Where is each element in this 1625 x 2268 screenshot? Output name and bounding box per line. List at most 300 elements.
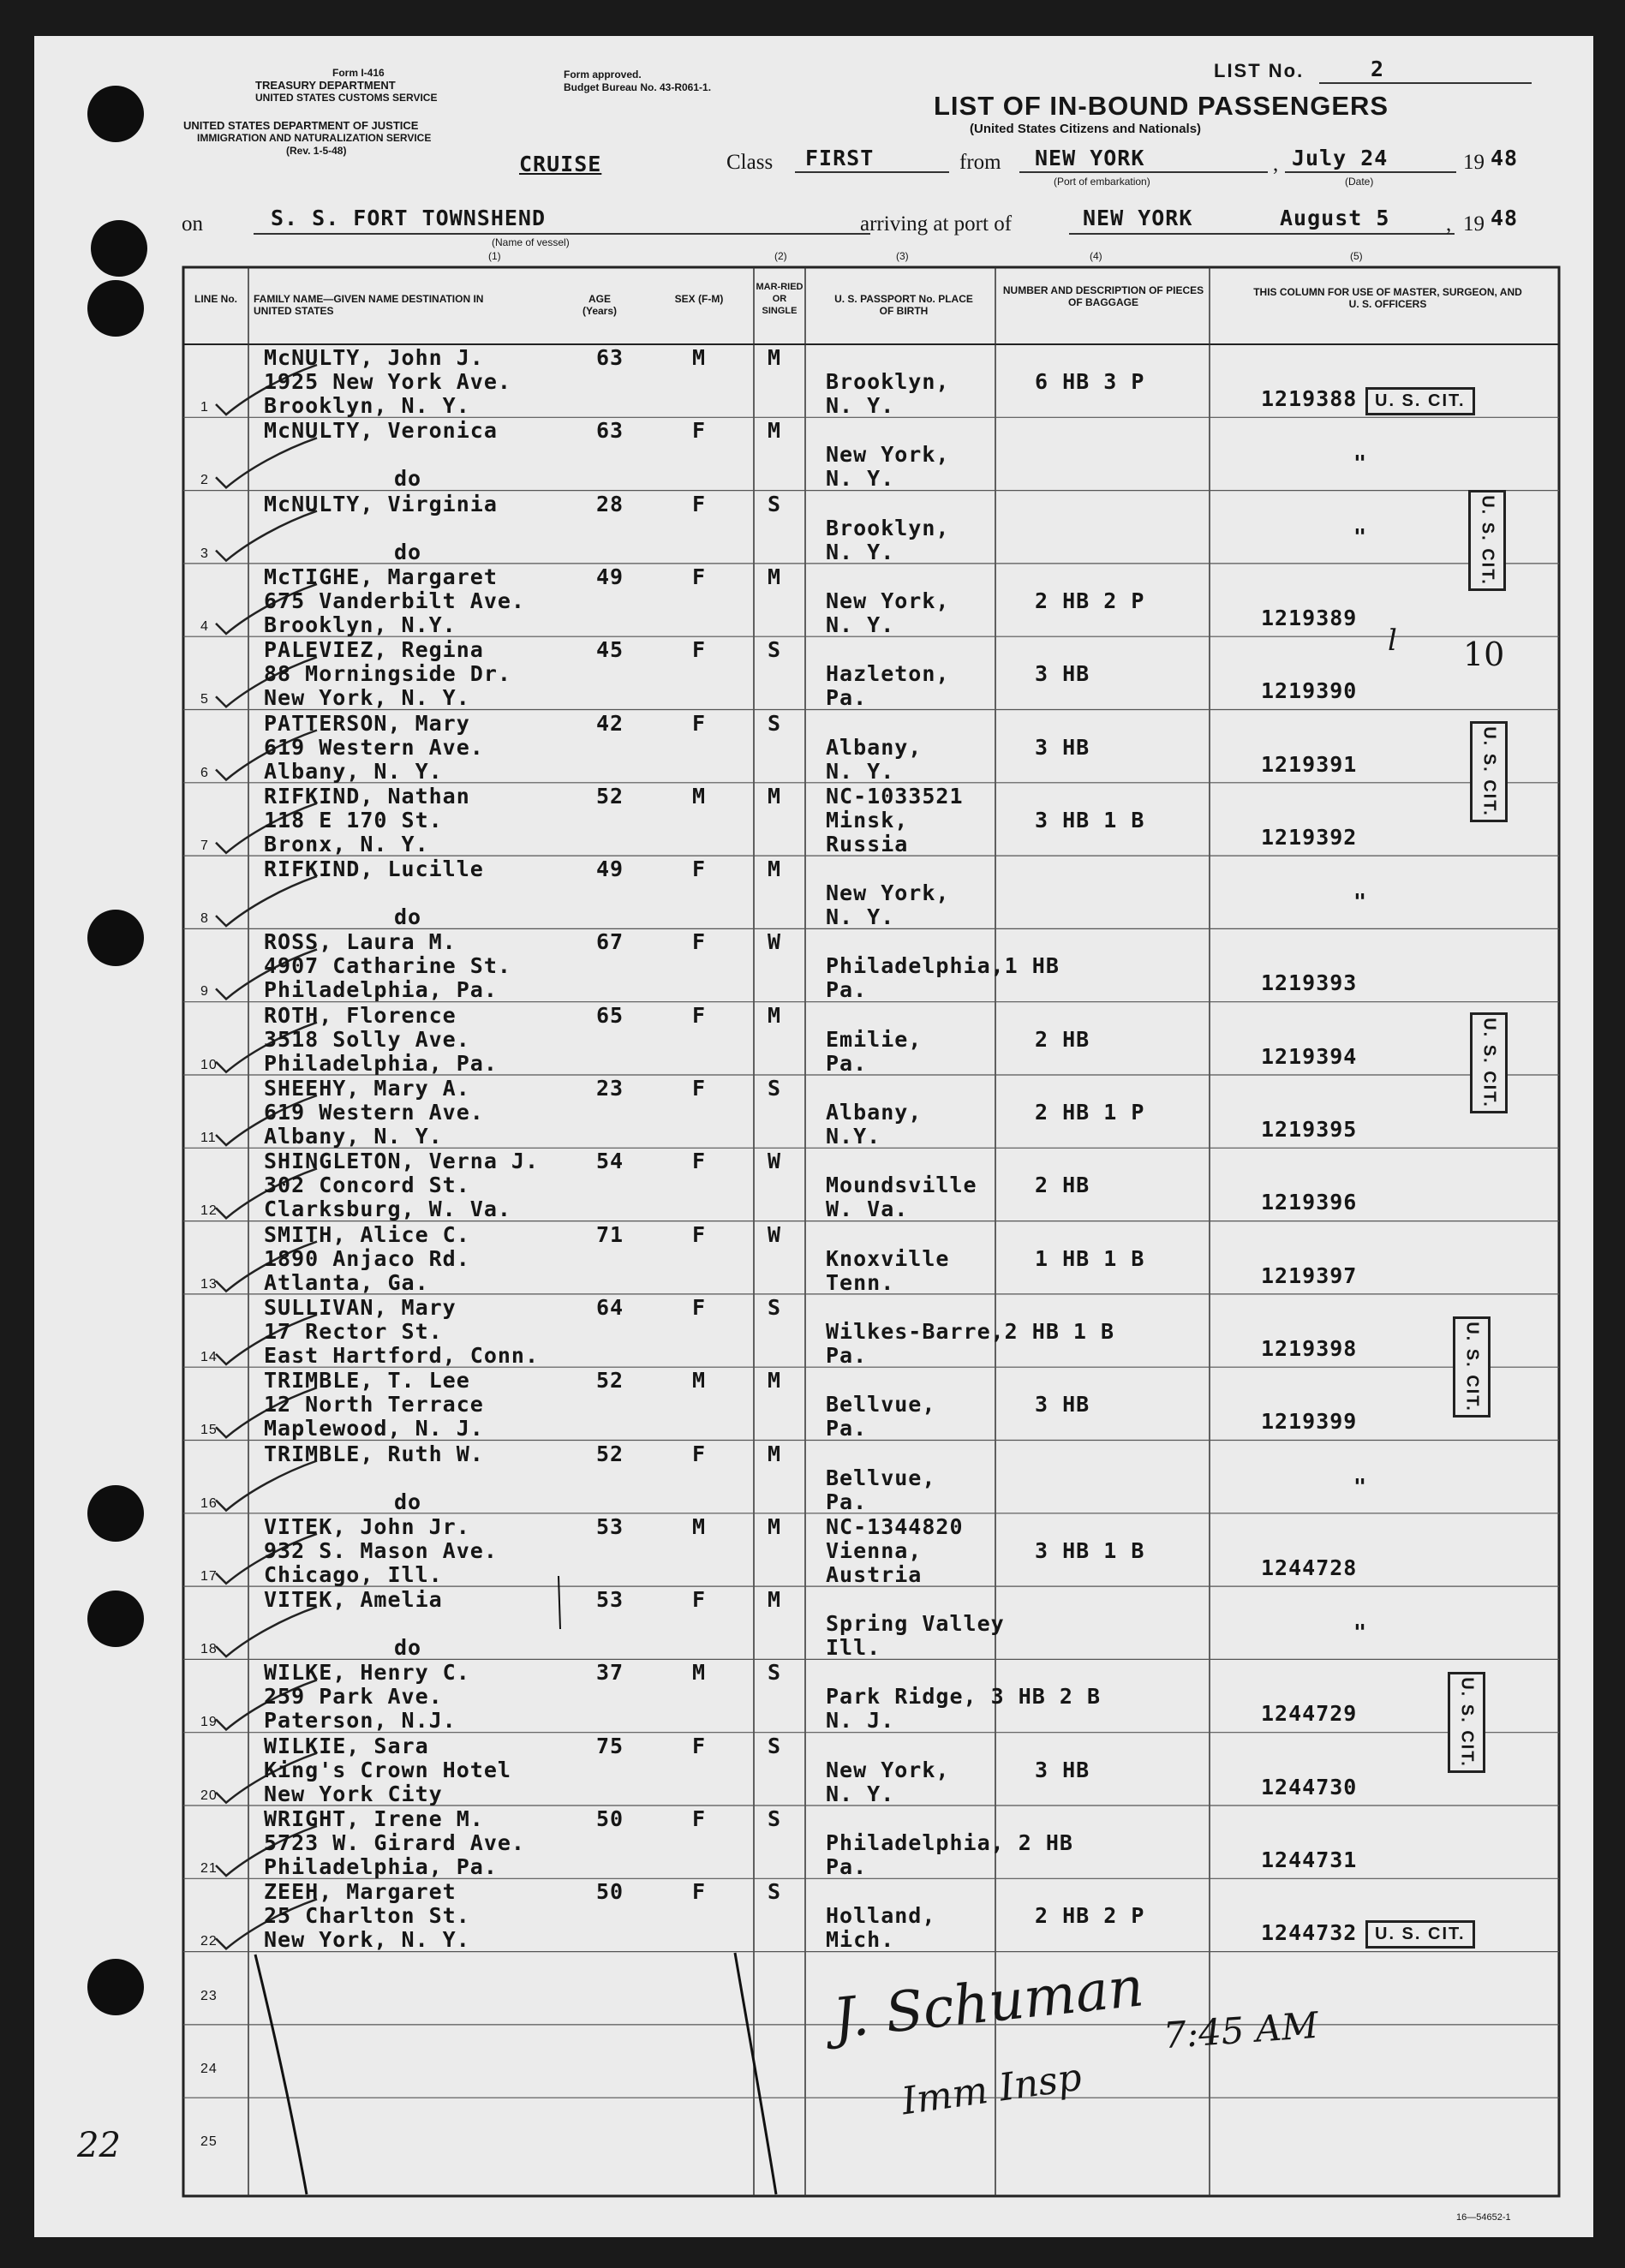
birthplace-line-2: N. Y. — [826, 904, 895, 930]
marital-status: S — [768, 491, 782, 516]
sex-value: F — [692, 1076, 707, 1101]
handwritten-page-mark: 22 — [77, 2126, 121, 2165]
col-num-1: (1) — [488, 250, 501, 262]
passenger-name: WILKIE, Sara — [264, 1733, 429, 1758]
officer-entry: " — [1353, 1473, 1368, 1499]
line-number: 13 — [200, 1276, 218, 1292]
officer-entry: 1219398 — [1261, 1335, 1358, 1361]
birthplace-line-2: N. Y. — [826, 466, 895, 492]
line-number: 11 — [200, 1131, 217, 1145]
officer-entry: " — [1353, 1620, 1368, 1645]
baggage-value: 6 HB 3 P — [1035, 369, 1145, 394]
address-line: 17 Rector St. — [264, 1318, 443, 1344]
class-label: Class — [726, 151, 774, 174]
passenger-name: McNULTY, Veronica — [264, 418, 498, 444]
marital-status: M — [768, 1513, 782, 1539]
birthplace-line-2: W. Va. — [826, 1197, 909, 1222]
birthplace-line-1: Philadelphia, 2 HB — [826, 1830, 1073, 1855]
line-number: 24 — [200, 2061, 218, 2076]
age-value: 50 — [596, 1806, 624, 1831]
birthplace-line-1: Wilkes-Barre,2 HB 1 B — [826, 1318, 1115, 1344]
vessel-caption: (Name of vessel) — [492, 236, 570, 248]
destination-line: New York City — [264, 1781, 443, 1806]
destination-line: New York, N. Y. — [264, 685, 470, 711]
destination-line: Brooklyn, N.Y. — [264, 612, 457, 637]
birthplace-line-1: New York, — [826, 1757, 950, 1782]
marital-status: S — [768, 1660, 782, 1686]
officer-entry: 1244731 — [1261, 1847, 1358, 1872]
sex-value: M — [692, 1513, 707, 1539]
line-number: 3 — [200, 546, 209, 561]
marital-status: M — [768, 783, 782, 809]
officer-entry: 1219392 — [1261, 824, 1358, 850]
table-row — [34, 1952, 1593, 2025]
class-value: FIRST — [805, 146, 875, 170]
sex-value: F — [692, 856, 707, 882]
table-row — [34, 710, 1593, 783]
officer-entry: 1219390 — [1261, 678, 1358, 704]
header-passport: U. S. PASSPORT No. PLACE OF BIRTH — [834, 293, 973, 317]
destination-line: do — [394, 466, 422, 492]
birthplace-line-2: Russia — [826, 831, 909, 856]
table-row — [34, 856, 1593, 928]
cruise-label: CRUISE — [519, 152, 602, 176]
passenger-name: PATTERSON, Mary — [264, 710, 470, 736]
line-number: 9 — [200, 984, 209, 1000]
address-line: 118 E 170 St. — [264, 807, 443, 833]
year-prefix: 19 — [1463, 151, 1485, 174]
arrival-year-prefix: 19 — [1463, 212, 1485, 236]
address-line: 619 Western Ave. — [264, 1100, 484, 1125]
destination-line: do — [394, 1489, 422, 1514]
table-row — [34, 1878, 1593, 1951]
destination-line: New York, N. Y. — [264, 1927, 470, 1953]
year-value: 48 — [1491, 146, 1519, 170]
table-row — [34, 2025, 1593, 2098]
officer-entry: 1244730 — [1261, 1774, 1358, 1799]
sex-value: M — [692, 345, 707, 370]
sex-value: F — [692, 491, 707, 516]
birthplace-line-1: Albany, — [826, 734, 923, 760]
line-number: 15 — [200, 1423, 218, 1438]
line-number: 18 — [200, 1642, 218, 1657]
birthplace-line-2: N. Y. — [826, 393, 895, 418]
line-number: 1 — [200, 400, 209, 415]
age-value: 54 — [596, 1149, 624, 1174]
birthplace-line-1: Philadelphia,1 HB — [826, 953, 1060, 979]
marital-status: S — [768, 637, 782, 663]
marital-status: S — [768, 1076, 782, 1101]
destination-line: do — [394, 539, 422, 564]
list-no-label: LIST No. — [1214, 60, 1305, 81]
destination-line: Chicago, Ill. — [264, 1561, 443, 1587]
header-line-no: LINE No. — [194, 293, 237, 305]
baggage-value: 2 HB 2 P — [1035, 1903, 1145, 1929]
line-number: 6 — [200, 765, 209, 780]
birthplace-line-2: Pa. — [826, 1489, 868, 1514]
stamp-text: U. S. CIT. — [1478, 495, 1497, 586]
age-value: 71 — [596, 1221, 624, 1247]
officer-entry: 1219393 — [1261, 970, 1358, 996]
table-row — [34, 636, 1593, 709]
marital-status: M — [768, 418, 782, 444]
header-age: AGE (Years) — [582, 293, 618, 317]
destination-line: Albany, N. Y. — [264, 1124, 443, 1149]
arrival-year: 48 — [1491, 206, 1519, 230]
customs-service: UNITED STATES CUSTOMS SERVICE — [255, 92, 438, 104]
birthplace-line-1: Vienna, — [826, 1537, 923, 1563]
signature-title: Imm Insp — [899, 2055, 1084, 2124]
address-line: 88 Morningside Dr. — [264, 661, 511, 687]
birthplace-line-1: New York, — [826, 880, 950, 906]
table-row — [34, 1513, 1593, 1586]
birthplace-line-1: Bellvue, — [826, 1465, 936, 1490]
marital-status: M — [768, 1587, 782, 1613]
sex-value: F — [692, 1221, 707, 1247]
birthplace-line-2: Austria — [826, 1561, 923, 1587]
sex-value: F — [692, 710, 707, 736]
address-line: King's Crown Hotel — [264, 1757, 511, 1782]
line-number: 7 — [200, 838, 209, 853]
age-value: 49 — [596, 856, 624, 882]
marital-status: W — [768, 929, 782, 955]
passenger-name: VITEK, John Jr. — [264, 1513, 470, 1539]
handwritten-time: 7:45 AM — [1162, 2003, 1320, 2057]
birthplace-line-2: Pa. — [826, 685, 868, 711]
address-line: 4907 Catharine St. — [264, 953, 511, 979]
age-value: 65 — [596, 1002, 624, 1028]
baggage-value: 3 HB — [1035, 1392, 1090, 1418]
line-number: 23 — [200, 1988, 218, 2003]
address-line: 5723 W. Girard Ave. — [264, 1830, 525, 1855]
line-number: 10 — [200, 1057, 218, 1072]
marital-status: S — [768, 710, 782, 736]
birthplace-line-1: Spring Valley — [826, 1611, 1005, 1637]
destination-line: Philadelphia, Pa. — [264, 1854, 498, 1879]
passport-number: NC-1344820 — [826, 1513, 964, 1539]
sex-value: F — [692, 564, 707, 589]
header-baggage: NUMBER AND DESCRIPTION OF PIECES OF BAGGAGE — [1002, 284, 1204, 308]
stamp-text: U. S. CIT. — [1479, 1018, 1499, 1108]
age-value: 63 — [596, 418, 624, 444]
marital-status: M — [768, 856, 782, 882]
passenger-list-document — [34, 36, 1593, 2237]
line-number: 22 — [200, 1934, 218, 1949]
baggage-value: 2 HB 1 P — [1035, 1100, 1145, 1125]
doj-line: UNITED STATES DEPARTMENT OF JUSTICE — [183, 119, 419, 132]
table-row — [34, 1148, 1593, 1221]
header-sex: SEX (F-M) — [674, 293, 724, 305]
officer-entry: " — [1353, 889, 1368, 915]
col-num-2: (2) — [774, 250, 787, 262]
address-line: 302 Concord St. — [264, 1173, 470, 1198]
passenger-name: SMITH, Alice C. — [264, 1221, 470, 1247]
marital-status: S — [768, 1294, 782, 1320]
vessel-name: S. S. FORT TOWNSHEND — [271, 206, 547, 230]
passenger-name: SHEEHY, Mary A. — [264, 1076, 470, 1101]
ins-line: IMMIGRATION AND NATURALIZATION SERVICE — [197, 132, 432, 144]
birthplace-line-1: New York, — [826, 442, 950, 468]
line-number: 12 — [200, 1203, 218, 1219]
passenger-name: McTIGHE, Margaret — [264, 564, 498, 589]
sex-value: F — [692, 1149, 707, 1174]
birthplace-line-2: Pa. — [826, 1342, 868, 1368]
line-number: 5 — [200, 692, 209, 707]
officer-entry: 1219396 — [1261, 1190, 1358, 1215]
baggage-value: 2 HB — [1035, 1026, 1090, 1052]
col-num-5: (5) — [1350, 250, 1363, 262]
destination-line: Bronx, N. Y. — [264, 831, 429, 856]
birthplace-line-1: Emilie, — [826, 1026, 923, 1052]
sex-value: F — [692, 1294, 707, 1320]
age-value: 49 — [596, 564, 624, 589]
address-line: 25 Charlton St. — [264, 1903, 470, 1929]
line-number: 8 — [200, 911, 209, 927]
table-row — [34, 1002, 1593, 1075]
birthplace-line-2: N. Y. — [826, 1781, 895, 1806]
birthplace-line-1: Albany, — [826, 1100, 923, 1125]
baggage-value: 2 HB — [1035, 1173, 1090, 1198]
birthplace-line-1: Park Ridge, 3 HB 2 B — [826, 1684, 1102, 1710]
address-line: 3518 Solly Ave. — [264, 1026, 470, 1052]
sex-value: F — [692, 929, 707, 955]
line-number: 19 — [200, 1715, 218, 1730]
stamp-text: U. S. CIT. — [1457, 1677, 1477, 1768]
birthplace-line-2: N. Y. — [826, 758, 895, 784]
stamp-text: U. S. CIT. — [1479, 726, 1499, 817]
baggage-value: 3 HB — [1035, 1757, 1090, 1782]
date-caption: (Date) — [1345, 176, 1374, 188]
table-row — [34, 1733, 1593, 1805]
officer-entry: 1244728 — [1261, 1555, 1358, 1580]
address-line: 12 North Terrace — [264, 1392, 484, 1418]
table-row — [34, 1221, 1593, 1294]
line-number: 21 — [200, 1861, 218, 1876]
date-comma: , — [1273, 152, 1279, 176]
passenger-name: RIFKIND, Nathan — [264, 783, 470, 809]
sex-value: F — [692, 1587, 707, 1613]
form-number: Form I-416 — [332, 67, 385, 79]
port-caption: (Port of embarkation) — [1054, 176, 1150, 188]
destination-line: Maplewood, N. J. — [264, 1416, 484, 1441]
budget-bureau: Budget Bureau No. 43-R061-1. — [564, 81, 712, 93]
birthplace-line-1: Holland, — [826, 1903, 936, 1929]
birthplace-line-1: Brooklyn, — [826, 369, 950, 394]
passenger-name: TRIMBLE, Ruth W. — [264, 1441, 484, 1466]
age-value: 42 — [596, 710, 624, 736]
footer-code: 16—54652-1 — [1456, 2212, 1511, 2223]
table-row — [34, 564, 1593, 636]
passenger-name: ROTH, Florence — [264, 1002, 457, 1028]
birthplace-line-2: Pa. — [826, 977, 868, 1003]
address-line: 675 Vanderbilt Ave. — [264, 588, 525, 613]
sex-value: M — [692, 1660, 707, 1686]
birthplace-line-1: Brooklyn, — [826, 515, 950, 540]
passenger-name: PALEVIEZ, Regina — [264, 637, 484, 663]
officer-entry: 1219395 — [1261, 1117, 1358, 1142]
birthplace-line-2: Pa. — [826, 1050, 868, 1076]
destination-line: Philadelphia, Pa. — [264, 1050, 498, 1076]
sex-value: F — [692, 1441, 707, 1466]
baggage-value: 1 HB 1 B — [1035, 1245, 1145, 1271]
birthplace-line-1: Bellvue, — [826, 1392, 936, 1418]
table-row — [34, 1294, 1593, 1367]
us-citizen-stamp — [1448, 1672, 1485, 1773]
address-line: 1890 Anjaco Rd. — [264, 1245, 470, 1271]
treasury-department: TREASURY DEPARTMENT — [255, 79, 396, 92]
sex-value: F — [692, 1879, 707, 1905]
us-citizen-stamp — [1470, 721, 1508, 822]
table-row — [34, 417, 1593, 490]
birthplace-line-2: N. Y. — [826, 539, 895, 564]
baggage-value: 3 HB 1 B — [1035, 807, 1145, 833]
marital-status: W — [768, 1221, 782, 1247]
header-name: FAMILY NAME—GIVEN NAME DESTINATION IN UNITED STATES — [254, 293, 484, 317]
birthplace-line-1: Hazleton, — [826, 661, 950, 687]
table-row — [34, 1441, 1593, 1513]
destination-line: Brooklyn, N. Y. — [264, 393, 470, 418]
officer-entry: 1219389 — [1261, 605, 1358, 630]
marital-status: M — [768, 564, 782, 589]
handwritten-mark-10: 10 — [1463, 636, 1505, 673]
officer-entry: 1219388 — [1261, 386, 1358, 411]
table-row — [34, 2098, 1593, 2170]
sex-value: M — [692, 1368, 707, 1394]
birthplace-line-2: Tenn. — [826, 1269, 895, 1295]
destination-line: Albany, N. Y. — [264, 758, 443, 784]
marital-status: S — [768, 1733, 782, 1758]
birthplace-line-2: N. J. — [826, 1708, 895, 1734]
birthplace-line-2: Pa. — [826, 1416, 868, 1441]
birthplace-line-1: Knoxville — [826, 1245, 950, 1271]
baggage-value: 3 HB 1 B — [1035, 1537, 1145, 1563]
marital-status: M — [768, 345, 782, 370]
line-number: 14 — [200, 1349, 218, 1364]
sex-value: F — [692, 637, 707, 663]
passport-number: NC-1033521 — [826, 783, 964, 809]
age-value: 75 — [596, 1733, 624, 1758]
age-value: 53 — [596, 1587, 624, 1613]
table-row — [34, 928, 1593, 1001]
age-value: 28 — [596, 491, 624, 516]
line-number: 2 — [200, 473, 209, 488]
line-number: 17 — [200, 1568, 218, 1584]
passenger-name: McNULTY, John J. — [264, 345, 484, 370]
officer-entry: 1244729 — [1261, 1701, 1358, 1727]
destination-line: Clarksburg, W. Va. — [264, 1197, 511, 1222]
table-row — [34, 491, 1593, 564]
address-line: 932 S. Mason Ave. — [264, 1537, 498, 1563]
line-number: 25 — [200, 2134, 218, 2150]
table-row — [34, 783, 1593, 856]
us-citizen-stamp — [1453, 1316, 1491, 1418]
baggage-value: 3 HB — [1035, 661, 1090, 687]
age-value: 52 — [596, 1368, 624, 1394]
arrival-comma: , — [1446, 212, 1452, 236]
destination-line: Atlanta, Ga. — [264, 1269, 429, 1295]
table-row — [34, 1075, 1593, 1148]
baggage-value: 3 HB — [1035, 734, 1090, 760]
table-row — [34, 1367, 1593, 1440]
officer-entry: " — [1353, 451, 1368, 476]
officer-entry: 1219397 — [1261, 1262, 1358, 1288]
sex-value: F — [692, 1733, 707, 1758]
sex-value: F — [692, 1806, 707, 1831]
destination-line: do — [394, 904, 422, 930]
document-subtitle: (United States Citizens and Nationals) — [970, 122, 1202, 136]
line-number: 4 — [200, 618, 209, 634]
destination-line: East Hartford, Conn. — [264, 1342, 540, 1368]
birthplace-line-2: Mich. — [826, 1927, 895, 1953]
passenger-name: SULLIVAN, Mary — [264, 1294, 457, 1320]
passenger-name: McNULTY, Virginia — [264, 491, 498, 516]
officer-entry: 1219391 — [1261, 751, 1358, 777]
stamp-text: U. S. CIT. — [1462, 1322, 1482, 1412]
line-number: 20 — [200, 1788, 218, 1803]
passenger-name: ZEEH, Margaret — [264, 1879, 457, 1905]
revision-line: (Rev. 1-5-48) — [286, 145, 347, 157]
us-citizen-stamp: U. S. CIT. — [1365, 387, 1475, 415]
age-value: 23 — [596, 1076, 624, 1101]
birthplace-line-2: N. Y. — [826, 612, 895, 637]
date-value: July 24 — [1292, 146, 1389, 170]
passenger-name: RIFKIND, Lucille — [264, 856, 484, 882]
passenger-name: VITEK, Amelia — [264, 1587, 443, 1613]
sex-value: M — [692, 783, 707, 809]
officer-entry: " — [1353, 523, 1368, 549]
header-married: MAR-RIED OR SINGLE — [756, 282, 804, 316]
baggage-value: 2 HB 2 P — [1035, 588, 1145, 613]
arrival-port: NEW YORK — [1083, 206, 1193, 230]
passenger-name: WRIGHT, Irene M. — [264, 1806, 484, 1831]
line-number: 16 — [200, 1495, 218, 1511]
document-title: LIST OF IN-BOUND PASSENGERS — [934, 91, 1389, 121]
destination-line: Philadelphia, Pa. — [264, 977, 498, 1003]
passenger-name: TRIMBLE, T. Lee — [264, 1368, 470, 1394]
list-no-value: 2 — [1371, 57, 1385, 81]
passenger-name: WILKE, Henry C. — [264, 1660, 470, 1686]
us-citizen-stamp — [1470, 1012, 1508, 1113]
age-value: 50 — [596, 1879, 624, 1905]
officer-entry: 1219394 — [1261, 1043, 1358, 1069]
age-value: 52 — [596, 1441, 624, 1466]
marital-status: S — [768, 1879, 782, 1905]
table-row — [34, 1659, 1593, 1732]
header-officers: THIS COLUMN FOR USE OF MASTER, SURGEON, AND U. S. OFFICERS — [1253, 286, 1522, 310]
age-value: 45 — [596, 637, 624, 663]
form-approved: Form approved. — [564, 69, 642, 81]
destination-line: do — [394, 1635, 422, 1661]
table-row — [34, 344, 1593, 417]
us-citizen-stamp: U. S. CIT. — [1365, 1920, 1475, 1949]
table-row — [34, 1586, 1593, 1659]
table-row — [34, 1805, 1593, 1878]
birthplace-line-1: Minsk, — [826, 807, 909, 833]
col-num-4: (4) — [1090, 250, 1102, 262]
address-line: 259 Park Ave. — [264, 1684, 443, 1710]
handwritten-mark-l: l — [1388, 624, 1397, 658]
signature: J. Schuman — [830, 1955, 1147, 2051]
birthplace-line-2: Pa. — [826, 1854, 868, 1879]
age-value: 64 — [596, 1294, 624, 1320]
from-value: NEW YORK — [1035, 146, 1145, 170]
officer-entry: 1244732 — [1261, 1920, 1358, 1946]
col-num-3: (3) — [896, 250, 909, 262]
age-value: 37 — [596, 1660, 624, 1686]
sex-value: F — [692, 418, 707, 444]
marital-status: M — [768, 1002, 782, 1028]
passenger-name: ROSS, Laura M. — [264, 929, 457, 955]
